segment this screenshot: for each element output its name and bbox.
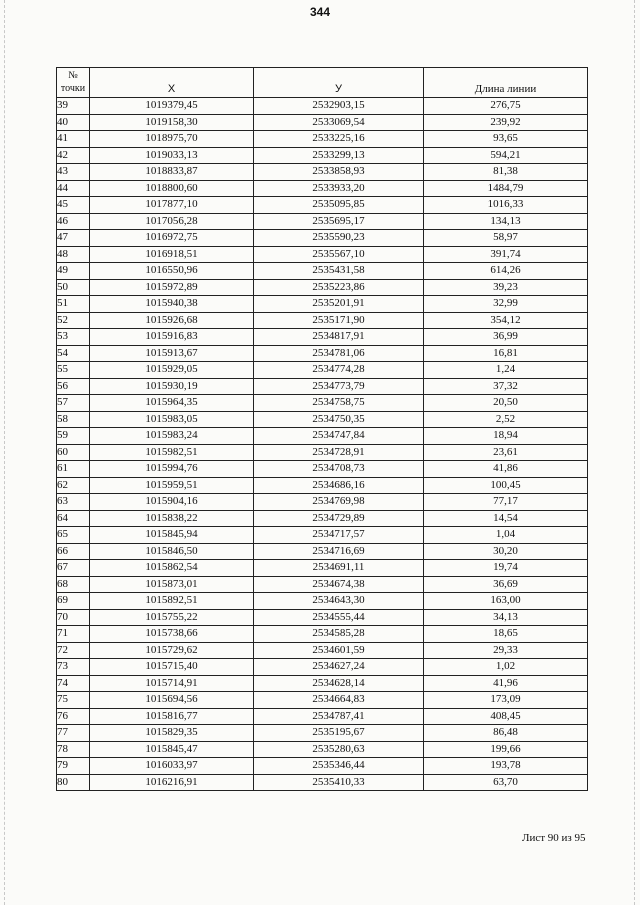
point-number-cell: 46 — [57, 213, 90, 230]
y-coordinate-cell: 2534758,75 — [254, 395, 424, 412]
table-row — [57, 312, 588, 329]
y-coordinate-cell: 2534781,06 — [254, 345, 424, 362]
point-number-cell: 68 — [57, 576, 90, 593]
y-coordinate-cell: 2534691,11 — [254, 560, 424, 577]
y-coordinate-cell: 2535410,33 — [254, 774, 424, 791]
line-length-cell: 1,02 — [424, 659, 588, 676]
table-row — [57, 609, 588, 626]
point-number-cell: 76 — [57, 708, 90, 725]
y-coordinate-cell: 2534716,69 — [254, 543, 424, 560]
x-coordinate-cell: 1018975,70 — [90, 131, 254, 148]
line-length-cell: 34,13 — [424, 609, 588, 626]
table-row — [57, 444, 588, 461]
table-row — [57, 461, 588, 478]
x-coordinate-cell: 1019158,30 — [90, 114, 254, 131]
line-length-cell: 16,81 — [424, 345, 588, 362]
x-coordinate-cell: 1015715,40 — [90, 659, 254, 676]
table-row — [57, 378, 588, 395]
line-length-cell: 276,75 — [424, 98, 588, 115]
y-coordinate-cell: 2533225,16 — [254, 131, 424, 148]
table-row — [57, 197, 588, 214]
scan-left-edge — [4, 0, 5, 905]
x-coordinate-cell: 1015982,51 — [90, 444, 254, 461]
y-coordinate-cell: 2535201,91 — [254, 296, 424, 313]
table-row — [57, 114, 588, 131]
y-coordinate-cell: 2533858,93 — [254, 164, 424, 181]
point-number-cell: 62 — [57, 477, 90, 494]
point-number-cell: 50 — [57, 279, 90, 296]
x-coordinate-cell: 1015983,24 — [90, 428, 254, 445]
table-row — [57, 510, 588, 527]
header-x: X — [90, 68, 254, 98]
y-coordinate-cell: 2535431,58 — [254, 263, 424, 280]
y-coordinate-cell: 2535195,67 — [254, 725, 424, 742]
y-coordinate-cell: 2535223,86 — [254, 279, 424, 296]
table-row — [57, 147, 588, 164]
y-coordinate-cell: 2534643,30 — [254, 593, 424, 610]
x-coordinate-cell: 1015838,22 — [90, 510, 254, 527]
x-coordinate-cell: 1015972,89 — [90, 279, 254, 296]
x-coordinate-cell: 1015913,67 — [90, 345, 254, 362]
point-number-cell: 53 — [57, 329, 90, 346]
y-coordinate-cell: 2535695,17 — [254, 213, 424, 230]
line-length-cell: 23,61 — [424, 444, 588, 461]
y-coordinate-cell: 2533299,13 — [254, 147, 424, 164]
table-row — [57, 411, 588, 428]
table-row — [57, 642, 588, 659]
x-coordinate-cell: 1015729,62 — [90, 642, 254, 659]
y-coordinate-cell: 2534773,79 — [254, 378, 424, 395]
table-body — [57, 98, 588, 791]
table-row — [57, 741, 588, 758]
point-number-cell: 52 — [57, 312, 90, 329]
y-coordinate-cell: 2534601,59 — [254, 642, 424, 659]
x-coordinate-cell: 1016216,91 — [90, 774, 254, 791]
point-number-cell: 39 — [57, 98, 90, 115]
x-coordinate-cell: 1015738,66 — [90, 626, 254, 643]
line-length-cell: 1484,79 — [424, 180, 588, 197]
coordinates-table — [56, 67, 588, 791]
x-coordinate-cell: 1016550,96 — [90, 263, 254, 280]
table-row — [57, 675, 588, 692]
scan-right-edge — [634, 0, 635, 905]
point-number-cell: 43 — [57, 164, 90, 181]
table-row — [57, 774, 588, 791]
table-row — [57, 263, 588, 280]
x-coordinate-cell: 1015845,47 — [90, 741, 254, 758]
line-length-cell: 77,17 — [424, 494, 588, 511]
line-length-cell: 36,99 — [424, 329, 588, 346]
x-coordinate-cell: 1015862,54 — [90, 560, 254, 577]
point-number-cell: 71 — [57, 626, 90, 643]
line-length-cell: 18,65 — [424, 626, 588, 643]
x-coordinate-cell: 1015846,50 — [90, 543, 254, 560]
x-coordinate-cell: 1019379,45 — [90, 98, 254, 115]
table-row — [57, 576, 588, 593]
table-row — [57, 213, 588, 230]
table-header-row — [57, 68, 588, 98]
line-length-cell: 19,74 — [424, 560, 588, 577]
line-length-cell: 93,65 — [424, 131, 588, 148]
y-coordinate-cell: 2534750,35 — [254, 411, 424, 428]
point-number-cell: 57 — [57, 395, 90, 412]
point-number-cell: 77 — [57, 725, 90, 742]
x-coordinate-cell: 1015916,83 — [90, 329, 254, 346]
table-row — [57, 560, 588, 577]
x-coordinate-cell: 1015994,76 — [90, 461, 254, 478]
line-length-cell: 14,54 — [424, 510, 588, 527]
x-coordinate-cell: 1015816,77 — [90, 708, 254, 725]
y-coordinate-cell: 2535171,90 — [254, 312, 424, 329]
x-coordinate-cell: 1015829,35 — [90, 725, 254, 742]
point-number-cell: 49 — [57, 263, 90, 280]
y-coordinate-cell: 2534817,91 — [254, 329, 424, 346]
x-coordinate-cell: 1015904,16 — [90, 494, 254, 511]
point-number-cell: 47 — [57, 230, 90, 247]
line-length-cell: 86,48 — [424, 725, 588, 742]
x-coordinate-cell: 1016972,75 — [90, 230, 254, 247]
y-coordinate-cell: 2534728,91 — [254, 444, 424, 461]
table-row — [57, 527, 588, 544]
table-row — [57, 477, 588, 494]
y-coordinate-cell: 2534628,14 — [254, 675, 424, 692]
line-length-cell: 30,20 — [424, 543, 588, 560]
header-line-length: Длина линии — [424, 68, 588, 98]
point-number-cell: 64 — [57, 510, 90, 527]
y-coordinate-cell: 2534627,24 — [254, 659, 424, 676]
line-length-cell: 41,96 — [424, 675, 588, 692]
point-number-cell: 48 — [57, 246, 90, 263]
point-number-cell: 59 — [57, 428, 90, 445]
line-length-cell: 1,24 — [424, 362, 588, 379]
table-row — [57, 758, 588, 775]
table-row — [57, 362, 588, 379]
line-length-cell: 354,12 — [424, 312, 588, 329]
x-coordinate-cell: 1017056,28 — [90, 213, 254, 230]
line-length-cell: 39,23 — [424, 279, 588, 296]
line-length-cell: 18,94 — [424, 428, 588, 445]
x-coordinate-cell: 1015892,51 — [90, 593, 254, 610]
x-coordinate-cell: 1015983,05 — [90, 411, 254, 428]
line-length-cell: 614,26 — [424, 263, 588, 280]
sheet-footer: Лист 90 из 95 — [522, 832, 586, 844]
line-length-cell: 37,32 — [424, 378, 588, 395]
table-row — [57, 329, 588, 346]
line-length-cell: 41,86 — [424, 461, 588, 478]
table-row — [57, 131, 588, 148]
point-number-cell: 60 — [57, 444, 90, 461]
line-length-cell: 193,78 — [424, 758, 588, 775]
line-length-cell: 1,04 — [424, 527, 588, 544]
table-row — [57, 626, 588, 643]
point-number-cell: 67 — [57, 560, 90, 577]
table-row — [57, 708, 588, 725]
y-coordinate-cell: 2534729,89 — [254, 510, 424, 527]
x-coordinate-cell: 1015930,19 — [90, 378, 254, 395]
point-number-cell: 65 — [57, 527, 90, 544]
table-row — [57, 230, 588, 247]
y-coordinate-cell: 2533069,54 — [254, 114, 424, 131]
line-length-cell: 408,45 — [424, 708, 588, 725]
line-length-cell: 1016,33 — [424, 197, 588, 214]
y-coordinate-cell: 2533933,20 — [254, 180, 424, 197]
table-row — [57, 428, 588, 445]
y-coordinate-cell: 2534555,44 — [254, 609, 424, 626]
y-coordinate-cell: 2534717,57 — [254, 527, 424, 544]
y-coordinate-cell: 2534664,83 — [254, 692, 424, 709]
y-coordinate-cell: 2534585,28 — [254, 626, 424, 643]
x-coordinate-cell: 1017877,10 — [90, 197, 254, 214]
point-number-cell: 80 — [57, 774, 90, 791]
line-length-cell: 58,97 — [424, 230, 588, 247]
point-number-cell: 58 — [57, 411, 90, 428]
x-coordinate-cell: 1015940,38 — [90, 296, 254, 313]
y-coordinate-cell: 2534674,38 — [254, 576, 424, 593]
y-coordinate-cell: 2534787,41 — [254, 708, 424, 725]
table-row — [57, 164, 588, 181]
y-coordinate-cell: 2535590,23 — [254, 230, 424, 247]
line-length-cell: 239,92 — [424, 114, 588, 131]
point-number-cell: 72 — [57, 642, 90, 659]
y-coordinate-cell: 2535095,85 — [254, 197, 424, 214]
line-length-cell: 391,74 — [424, 246, 588, 263]
table-row — [57, 296, 588, 313]
table-row — [57, 659, 588, 676]
y-coordinate-cell: 2532903,15 — [254, 98, 424, 115]
x-coordinate-cell: 1015873,01 — [90, 576, 254, 593]
x-coordinate-cell: 1015845,94 — [90, 527, 254, 544]
line-length-cell: 173,09 — [424, 692, 588, 709]
line-length-cell: 36,69 — [424, 576, 588, 593]
table-row — [57, 692, 588, 709]
x-coordinate-cell: 1015929,05 — [90, 362, 254, 379]
x-coordinate-cell: 1015714,91 — [90, 675, 254, 692]
point-number-cell: 55 — [57, 362, 90, 379]
table-row — [57, 593, 588, 610]
point-number-cell: 61 — [57, 461, 90, 478]
y-coordinate-cell: 2534747,84 — [254, 428, 424, 445]
point-number-cell: 56 — [57, 378, 90, 395]
point-number-cell: 79 — [57, 758, 90, 775]
point-number-cell: 75 — [57, 692, 90, 709]
table-row — [57, 180, 588, 197]
header-y: У — [254, 68, 424, 98]
header-point-label: точки — [60, 82, 86, 94]
header-number-sign: № — [68, 70, 78, 81]
point-number-cell: 63 — [57, 494, 90, 511]
x-coordinate-cell: 1015755,22 — [90, 609, 254, 626]
y-coordinate-cell: 2534769,98 — [254, 494, 424, 511]
line-length-cell: 199,66 — [424, 741, 588, 758]
point-number-cell: 40 — [57, 114, 90, 131]
table-row — [57, 246, 588, 263]
table-row — [57, 543, 588, 560]
header-point-number — [57, 68, 90, 98]
y-coordinate-cell: 2534686,16 — [254, 477, 424, 494]
line-length-cell: 2,52 — [424, 411, 588, 428]
point-number-cell: 74 — [57, 675, 90, 692]
line-length-cell: 81,38 — [424, 164, 588, 181]
point-number-cell: 44 — [57, 180, 90, 197]
table-row — [57, 345, 588, 362]
x-coordinate-cell: 1018800,60 — [90, 180, 254, 197]
x-coordinate-cell: 1015964,35 — [90, 395, 254, 412]
line-length-cell: 63,70 — [424, 774, 588, 791]
point-number-cell: 54 — [57, 345, 90, 362]
table-row — [57, 395, 588, 412]
line-length-cell: 134,13 — [424, 213, 588, 230]
x-coordinate-cell: 1016918,51 — [90, 246, 254, 263]
x-coordinate-cell: 1015959,51 — [90, 477, 254, 494]
line-length-cell: 594,21 — [424, 147, 588, 164]
x-coordinate-cell: 1019033,13 — [90, 147, 254, 164]
point-number-cell: 70 — [57, 609, 90, 626]
table-row — [57, 98, 588, 115]
page-number: 344 — [309, 5, 331, 19]
line-length-cell: 100,45 — [424, 477, 588, 494]
y-coordinate-cell: 2534708,73 — [254, 461, 424, 478]
table-row — [57, 725, 588, 742]
point-number-cell: 78 — [57, 741, 90, 758]
point-number-cell: 73 — [57, 659, 90, 676]
x-coordinate-cell: 1015694,56 — [90, 692, 254, 709]
point-number-cell: 66 — [57, 543, 90, 560]
y-coordinate-cell: 2535280,63 — [254, 741, 424, 758]
table-row — [57, 494, 588, 511]
x-coordinate-cell: 1018833,87 — [90, 164, 254, 181]
y-coordinate-cell: 2534774,28 — [254, 362, 424, 379]
y-coordinate-cell: 2535567,10 — [254, 246, 424, 263]
x-coordinate-cell: 1016033,97 — [90, 758, 254, 775]
line-length-cell: 163,00 — [424, 593, 588, 610]
point-number-cell: 41 — [57, 131, 90, 148]
point-number-cell: 42 — [57, 147, 90, 164]
line-length-cell: 32,99 — [424, 296, 588, 313]
point-number-cell: 51 — [57, 296, 90, 313]
point-number-cell: 69 — [57, 593, 90, 610]
line-length-cell: 29,33 — [424, 642, 588, 659]
line-length-cell: 20,50 — [424, 395, 588, 412]
table-row — [57, 279, 588, 296]
y-coordinate-cell: 2535346,44 — [254, 758, 424, 775]
x-coordinate-cell: 1015926,68 — [90, 312, 254, 329]
point-number-cell: 45 — [57, 197, 90, 214]
